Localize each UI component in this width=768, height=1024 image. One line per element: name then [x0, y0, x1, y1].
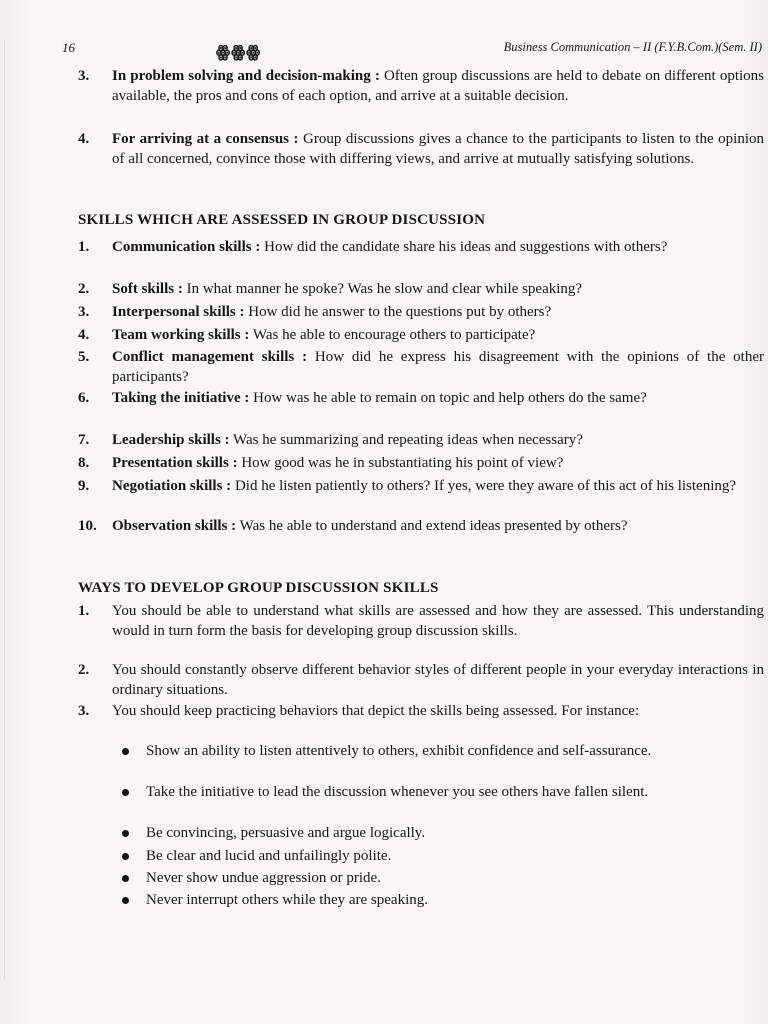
item-heading: Soft skills : — [112, 281, 183, 297]
bullet-text: Show an ability to listen attentively to others, exhibit confidence and self-assurance. — [146, 743, 652, 759]
item-heading: Leadership skills : — [112, 432, 230, 448]
item-number: 10. — [78, 518, 97, 534]
item-text: Was he able to encourage others to participate? — [249, 327, 536, 343]
item-heading: For arriving at a consensus : — [112, 131, 299, 147]
item-text: You should keep practicing behaviors that depict the skills being assessed. For instance: — [112, 703, 640, 719]
item-text: How was he able to remain on topic and help others do the same? — [249, 390, 647, 406]
page-header — [62, 40, 768, 60]
ornament-icon: ꙮꙮꙮ — [216, 44, 262, 61]
item-heading: Interpersonal skills : — [112, 304, 245, 320]
item-text: Group discussions gives a chance to the participants to listen to the opinion of all concerned, convince those with differing views, and arrive at mutually satisfying solutions. — [112, 131, 764, 167]
item-number: 1. — [78, 603, 90, 619]
bullet-text: Take the initiative to lead the discussion whenever you see others have fallen silent. — [146, 784, 649, 800]
bullet-icon — [122, 789, 129, 796]
item-number: 9. — [78, 478, 90, 494]
section-title: SKILLS WHICH ARE ASSESSED IN GROUP DISCUSSION — [78, 212, 486, 228]
bullet-icon — [122, 748, 129, 755]
list-item — [78, 129, 764, 189]
bullet-icon — [122, 853, 129, 860]
item-number: 1. — [78, 239, 90, 255]
item-heading: Team working skills : — [112, 327, 250, 343]
section-title: WAYS TO DEVELOP GROUP DISCUSSION SKILLS — [78, 580, 439, 596]
item-heading: Observation skills : — [112, 518, 237, 534]
bullet-icon — [122, 830, 129, 837]
item-text: In what manner he spoke? Was he slow and clear while speaking? — [182, 281, 583, 297]
item-text: Did he listen patiently to others? If yes, were they aware of this act of his listening? — [231, 478, 737, 494]
item-text: How did he express his disagreement with the opinions of the other participants? — [112, 349, 764, 385]
item-text: Was he able to understand and extend ideas presented by others? — [236, 518, 628, 534]
page-number: 16 — [62, 40, 75, 55]
list-item — [78, 66, 764, 126]
item-heading: Taking the initiative : — [112, 390, 250, 406]
item-heading: Conflict management skills : — [112, 349, 308, 365]
page-edge-line — [4, 40, 5, 980]
bullet-text: Never show undue aggression or pride. — [146, 870, 381, 886]
item-number: 4. — [78, 131, 90, 147]
item-heading: Negotiation skills : — [112, 478, 232, 494]
item-text: You should be able to understand what skills are assessed and how they are assessed. This understanding would in turn form the basis for developing group discussion skills. — [112, 603, 764, 639]
item-number: 5. — [78, 349, 90, 365]
item-number: 3. — [78, 703, 90, 719]
item-text: Often group discussions are held to debate on different options available, the pros and cons of each option, and arrive at a suitable decision. — [112, 68, 764, 104]
item-number: 7. — [78, 432, 90, 448]
bullet-icon — [122, 875, 129, 882]
item-heading: In problem solving and decision-making : — [112, 68, 380, 84]
item-text: How did the candidate share his ideas and suggestions with others? — [260, 239, 668, 255]
bullet-text: Be clear and lucid and unfailingly polite. — [146, 848, 392, 864]
item-number: 3. — [78, 304, 90, 320]
item-heading: Communication skills : — [112, 239, 261, 255]
item-number: 3. — [78, 68, 90, 84]
bullet-icon — [122, 897, 129, 904]
bullet-text: Be convincing, persuasive and argue logically. — [146, 825, 426, 841]
item-heading: Presentation skills : — [112, 455, 238, 471]
item-text: How did he answer to the questions put by others? — [244, 304, 552, 320]
item-number: 4. — [78, 327, 90, 343]
bullet-text: Never interrupt others while they are speaking. — [146, 892, 428, 908]
item-text: Was he summarizing and repeating ideas when necessary? — [229, 432, 583, 448]
item-text: You should constantly observe different behavior styles of different people in your everyday interactions in ordinary situations. — [112, 662, 764, 698]
item-number: 2. — [78, 662, 90, 678]
item-number: 2. — [78, 281, 90, 297]
item-number: 6. — [78, 390, 90, 406]
item-text: How good was he in substantiating his point of view? — [237, 455, 564, 471]
running-title: Business Communication – II (F.Y.B.Com.)(Sem. II) — [503, 40, 762, 54]
item-number: 8. — [78, 455, 90, 471]
